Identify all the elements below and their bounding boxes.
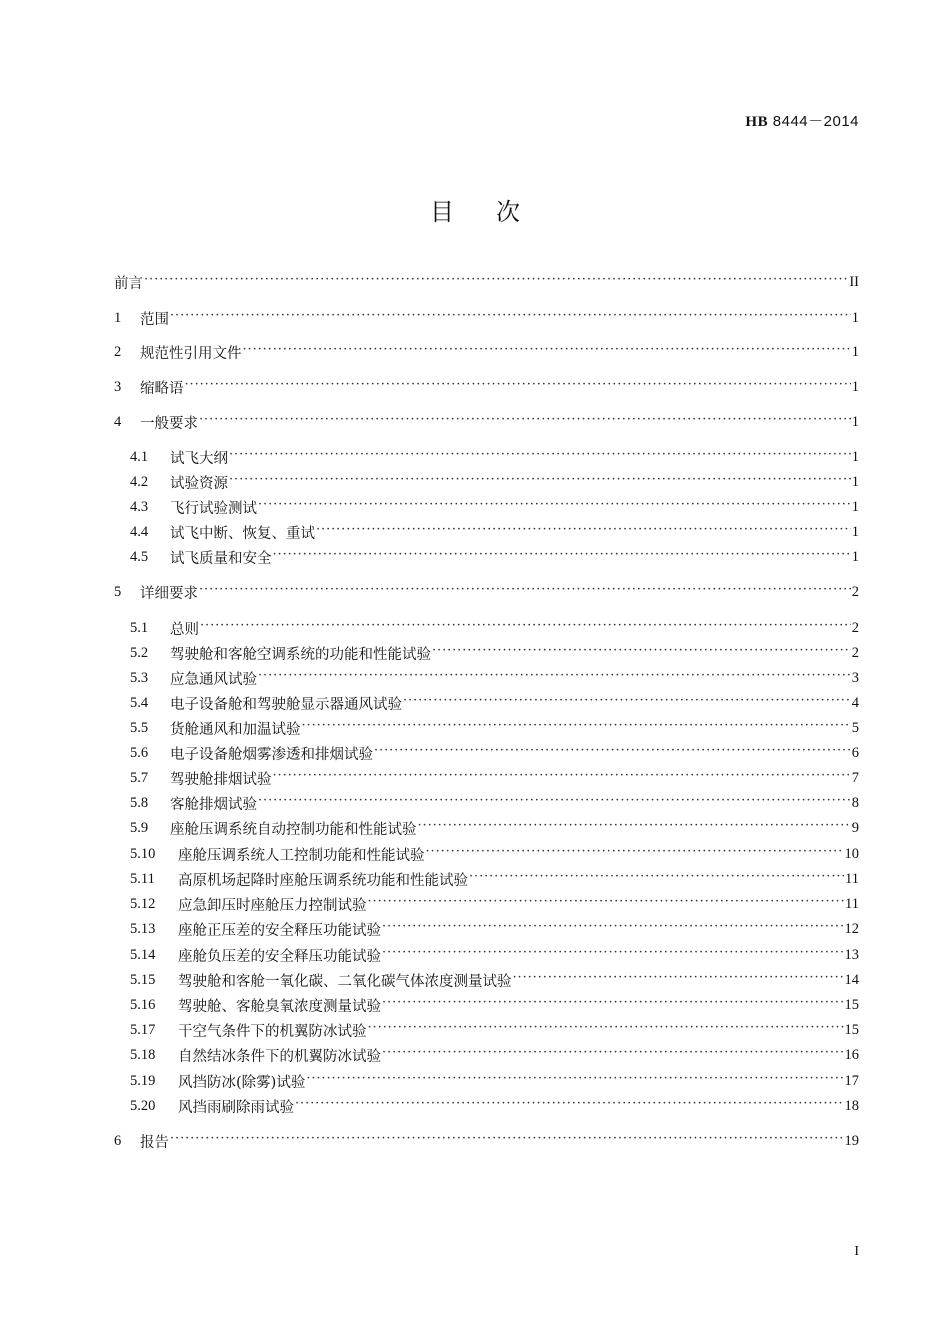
toc-entry-title: 应急通风试验: [170, 671, 257, 688]
toc-entry[interactable]: [114, 376, 859, 398]
toc-entry-number: 2: [114, 343, 122, 360]
dot-leader: [368, 1019, 844, 1041]
toc-entry-number: 1: [114, 309, 122, 326]
toc-subentry[interactable]: [130, 918, 859, 940]
dot-leader: [426, 843, 844, 865]
toc-entry-title: 座舱压调系统自动控制功能和性能试验: [170, 821, 417, 838]
toc-entry-page: 17: [844, 1072, 859, 1089]
toc-entry-title: 驾驶舱排烟试验: [170, 771, 272, 788]
toc-entry-number: 4.5: [130, 548, 149, 565]
toc-entry-number: 5.1: [130, 619, 149, 636]
dot-leader: [368, 893, 845, 915]
toc-entry-number: 4.3: [130, 498, 149, 515]
dot-leader: [258, 496, 851, 518]
toc-subentry[interactable]: [130, 667, 859, 689]
toc-entry[interactable]: [114, 1130, 859, 1152]
toc-subentry[interactable]: [130, 546, 859, 568]
toc-entry-number: 5: [114, 583, 122, 600]
dot-leader: [199, 411, 851, 433]
toc-entry-number: 5.20: [130, 1097, 156, 1114]
toc-entry-number: 4: [114, 413, 122, 430]
toc-subentry[interactable]: [130, 994, 859, 1016]
dot-leader: [513, 969, 844, 991]
toc-entry-title: 驾驶舱和客舱一氧化碳、二氧化碳气体浓度测量试验: [178, 973, 512, 990]
toc-entry-page: 9: [851, 819, 859, 836]
dot-leader: [432, 642, 851, 664]
toc-entry-title: 风挡雨刷除雨试验: [178, 1099, 294, 1116]
toc-entry-number: 5.17: [130, 1021, 156, 1038]
toc-entry-page: 1: [851, 413, 859, 430]
toc-entry-title: 一般要求: [140, 415, 198, 432]
toc-entry-title: 飞行试验测试: [170, 500, 257, 517]
toc-entry-number: 4.2: [130, 473, 149, 490]
toc-entry-title: 总则: [170, 621, 199, 638]
toc-entry-title: 范围: [140, 311, 169, 328]
dot-leader: [199, 581, 851, 603]
toc-subentry[interactable]: [130, 446, 859, 468]
toc-entry-page: 15: [844, 996, 859, 1013]
toc-entry-title: 缩略语: [140, 380, 184, 397]
toc-entry-page: 19: [844, 1132, 859, 1149]
dot-leader: [469, 868, 844, 890]
toc-entry-number: 4.4: [130, 523, 149, 540]
dot-leader: [302, 717, 851, 739]
toc-entry-page: 1: [851, 378, 859, 395]
dot-leader: [382, 918, 844, 940]
dot-leader: [374, 742, 851, 764]
toc-entry[interactable]: [114, 411, 859, 433]
toc-entry-number: 5.6: [130, 744, 149, 761]
toc-entry-number: 5.9: [130, 819, 149, 836]
toc-entry-number: 3: [114, 378, 122, 395]
toc-subentry[interactable]: [130, 642, 859, 664]
toc-entry-number: 5.15: [130, 971, 156, 988]
toc-subentry[interactable]: [130, 868, 859, 890]
toc-entry-title: 电子设备舱烟雾渗透和排烟试验: [170, 746, 373, 763]
toc-entry-number: 5.3: [130, 669, 149, 686]
toc-entry[interactable]: [114, 581, 859, 603]
toc-entry-number: 5.16: [130, 996, 156, 1013]
toc-entry-page: 4: [851, 694, 859, 711]
toc-entry-page: 1: [851, 473, 859, 490]
toc-entry-foreword[interactable]: [114, 271, 859, 293]
dot-leader: [243, 341, 851, 363]
dot-leader: [273, 546, 851, 568]
toc-entry-number: 5.7: [130, 769, 149, 786]
toc-entry[interactable]: [114, 341, 859, 363]
toc-entry-title: 座舱压调系统人工控制功能和性能试验: [178, 847, 425, 864]
toc-entry-number: 5.14: [130, 946, 156, 963]
standard-prefix: HB: [745, 114, 769, 130]
page-number: I: [854, 1244, 859, 1259]
dot-leader: [382, 994, 844, 1016]
toc-entry-number: 5.2: [130, 644, 149, 661]
toc-entry-number: 5.8: [130, 794, 149, 811]
toc-subentry[interactable]: [130, 893, 859, 915]
toc-entry-page: 7: [851, 769, 859, 786]
toc-subentry[interactable]: [130, 521, 859, 543]
toc-entry-page: 1: [851, 343, 859, 360]
dot-leader: [382, 944, 844, 966]
toc-subentry[interactable]: [130, 1044, 859, 1066]
toc-entry-number: 5.19: [130, 1072, 156, 1089]
toc-entry-title: 干空气条件下的机翼防冰试验: [178, 1023, 367, 1040]
toc-subentry[interactable]: [130, 496, 859, 518]
toc-entry-title: 应急卸压时座舱压力控制试验: [178, 897, 367, 914]
toc-entry-title: 驾驶舱和客舱空调系统的功能和性能试验: [170, 646, 431, 663]
dot-leader: [403, 692, 851, 714]
toc-subentry[interactable]: [130, 969, 859, 991]
toc-entry-number: 5.4: [130, 694, 149, 711]
toc-entry-title: 详细要求: [140, 585, 198, 602]
toc-entry-number: 4.1: [130, 448, 149, 465]
toc-entry-title: 风挡防冰(除雾)试验: [178, 1074, 306, 1091]
toc-entry-page: 18: [844, 1097, 859, 1114]
toc-entry-page: 2: [851, 583, 859, 600]
toc-entry-title: 货舱通风和加温试验: [170, 721, 301, 738]
toc-entry-page: 12: [844, 920, 859, 937]
dot-leader: [229, 471, 851, 493]
toc-entry-page: 6: [851, 744, 859, 761]
dot-leader: [273, 767, 851, 789]
dot-leader: [170, 307, 851, 329]
toc-entry-title: 试验资源: [170, 475, 228, 492]
toc-subentry[interactable]: [130, 1070, 859, 1092]
standard-number: 8444－2014: [768, 113, 859, 130]
toc-subentry[interactable]: [130, 717, 859, 739]
toc-entry-page: 1: [851, 448, 859, 465]
toc-entry-title: 电子设备舱和驾驶舱显示器通风试验: [170, 696, 402, 713]
dot-leader: [185, 376, 851, 398]
toc-subentry[interactable]: [130, 471, 859, 493]
toc-entry-title: 自然结冰条件下的机翼防冰试验: [178, 1048, 381, 1065]
toc-entry-title: 座舱正压差的安全释压功能试验: [178, 922, 381, 939]
dot-leader: [200, 617, 851, 639]
dot-leader: [229, 446, 851, 468]
dot-leader: [258, 667, 851, 689]
page-title-char: 目: [430, 198, 454, 226]
toc-entry-title: 试飞质量和安全: [170, 550, 272, 567]
dot-leader: [170, 1130, 844, 1152]
toc-entry-page: 5: [851, 719, 859, 736]
toc-entry-page: 3: [851, 669, 859, 686]
toc-subentry[interactable]: [130, 742, 859, 764]
toc-entry-page: 13: [844, 946, 859, 963]
toc-entry-title: 前言: [114, 275, 143, 292]
dot-leader: [316, 521, 851, 543]
toc-entry-page: 10: [844, 845, 859, 862]
toc-subentry[interactable]: [130, 843, 859, 865]
toc-entry-page: 15: [844, 1021, 859, 1038]
toc-entry-page: 2: [851, 619, 859, 636]
page-title-char: 次: [496, 198, 520, 226]
toc-entry-number: 5.13: [130, 920, 156, 937]
toc-subentry[interactable]: [130, 617, 859, 639]
toc-entry-page: 16: [844, 1046, 859, 1063]
toc-subentry[interactable]: [130, 767, 859, 789]
toc-entry[interactable]: [114, 307, 859, 329]
toc-entry-page: 1: [851, 309, 859, 326]
toc-entry-page: 14: [844, 971, 859, 988]
toc-entry-number: 6: [114, 1132, 122, 1149]
toc-subentry[interactable]: [130, 817, 859, 839]
toc-entry-page: II: [849, 273, 859, 290]
toc-entry-number: 5.5: [130, 719, 149, 736]
toc-entry-number: 5.18: [130, 1046, 156, 1063]
page-title: [0, 192, 950, 227]
toc-subentry[interactable]: [130, 792, 859, 814]
toc-entry-page: 1: [851, 498, 859, 515]
toc-entry-title: 客舱排烟试验: [170, 796, 257, 813]
dot-leader: [258, 792, 851, 814]
toc-entry-page: 11: [845, 870, 859, 887]
toc-entry-number: 5.11: [130, 870, 155, 887]
toc-entry-page: 1: [851, 523, 859, 540]
toc-entry-number: 5.10: [130, 845, 156, 862]
dot-leader: [418, 817, 851, 839]
toc-entry-title: 试飞中断、恢复、重试: [170, 525, 315, 542]
toc-entry-title: 报告: [140, 1134, 169, 1151]
toc-entry-title: 规范性引用文件: [140, 345, 242, 362]
toc-subentry[interactable]: [130, 1095, 859, 1117]
dot-leader: [144, 271, 848, 293]
toc-subentry[interactable]: [130, 944, 859, 966]
standard-code: [745, 110, 859, 131]
toc-entry-page: 1: [851, 548, 859, 565]
toc-subentry[interactable]: [130, 1019, 859, 1041]
dot-leader: [382, 1044, 844, 1066]
toc-entry-title: 高原机场起降时座舱压调系统功能和性能试验: [178, 872, 468, 889]
toc-subentry[interactable]: [130, 692, 859, 714]
toc-entry-page: 11: [845, 895, 859, 912]
toc-entry-page: 8: [851, 794, 859, 811]
toc-entry-title: 座舱负压差的安全释压功能试验: [178, 948, 381, 965]
toc-entry-title: 试飞大纲: [170, 450, 228, 467]
dot-leader: [295, 1095, 844, 1117]
toc-entry-number: 5.12: [130, 895, 156, 912]
dot-leader: [306, 1070, 843, 1092]
toc-entry-title: 驾驶舱、客舱臭氧浓度测量试验: [178, 998, 381, 1015]
toc-entry-page: 2: [851, 644, 859, 661]
